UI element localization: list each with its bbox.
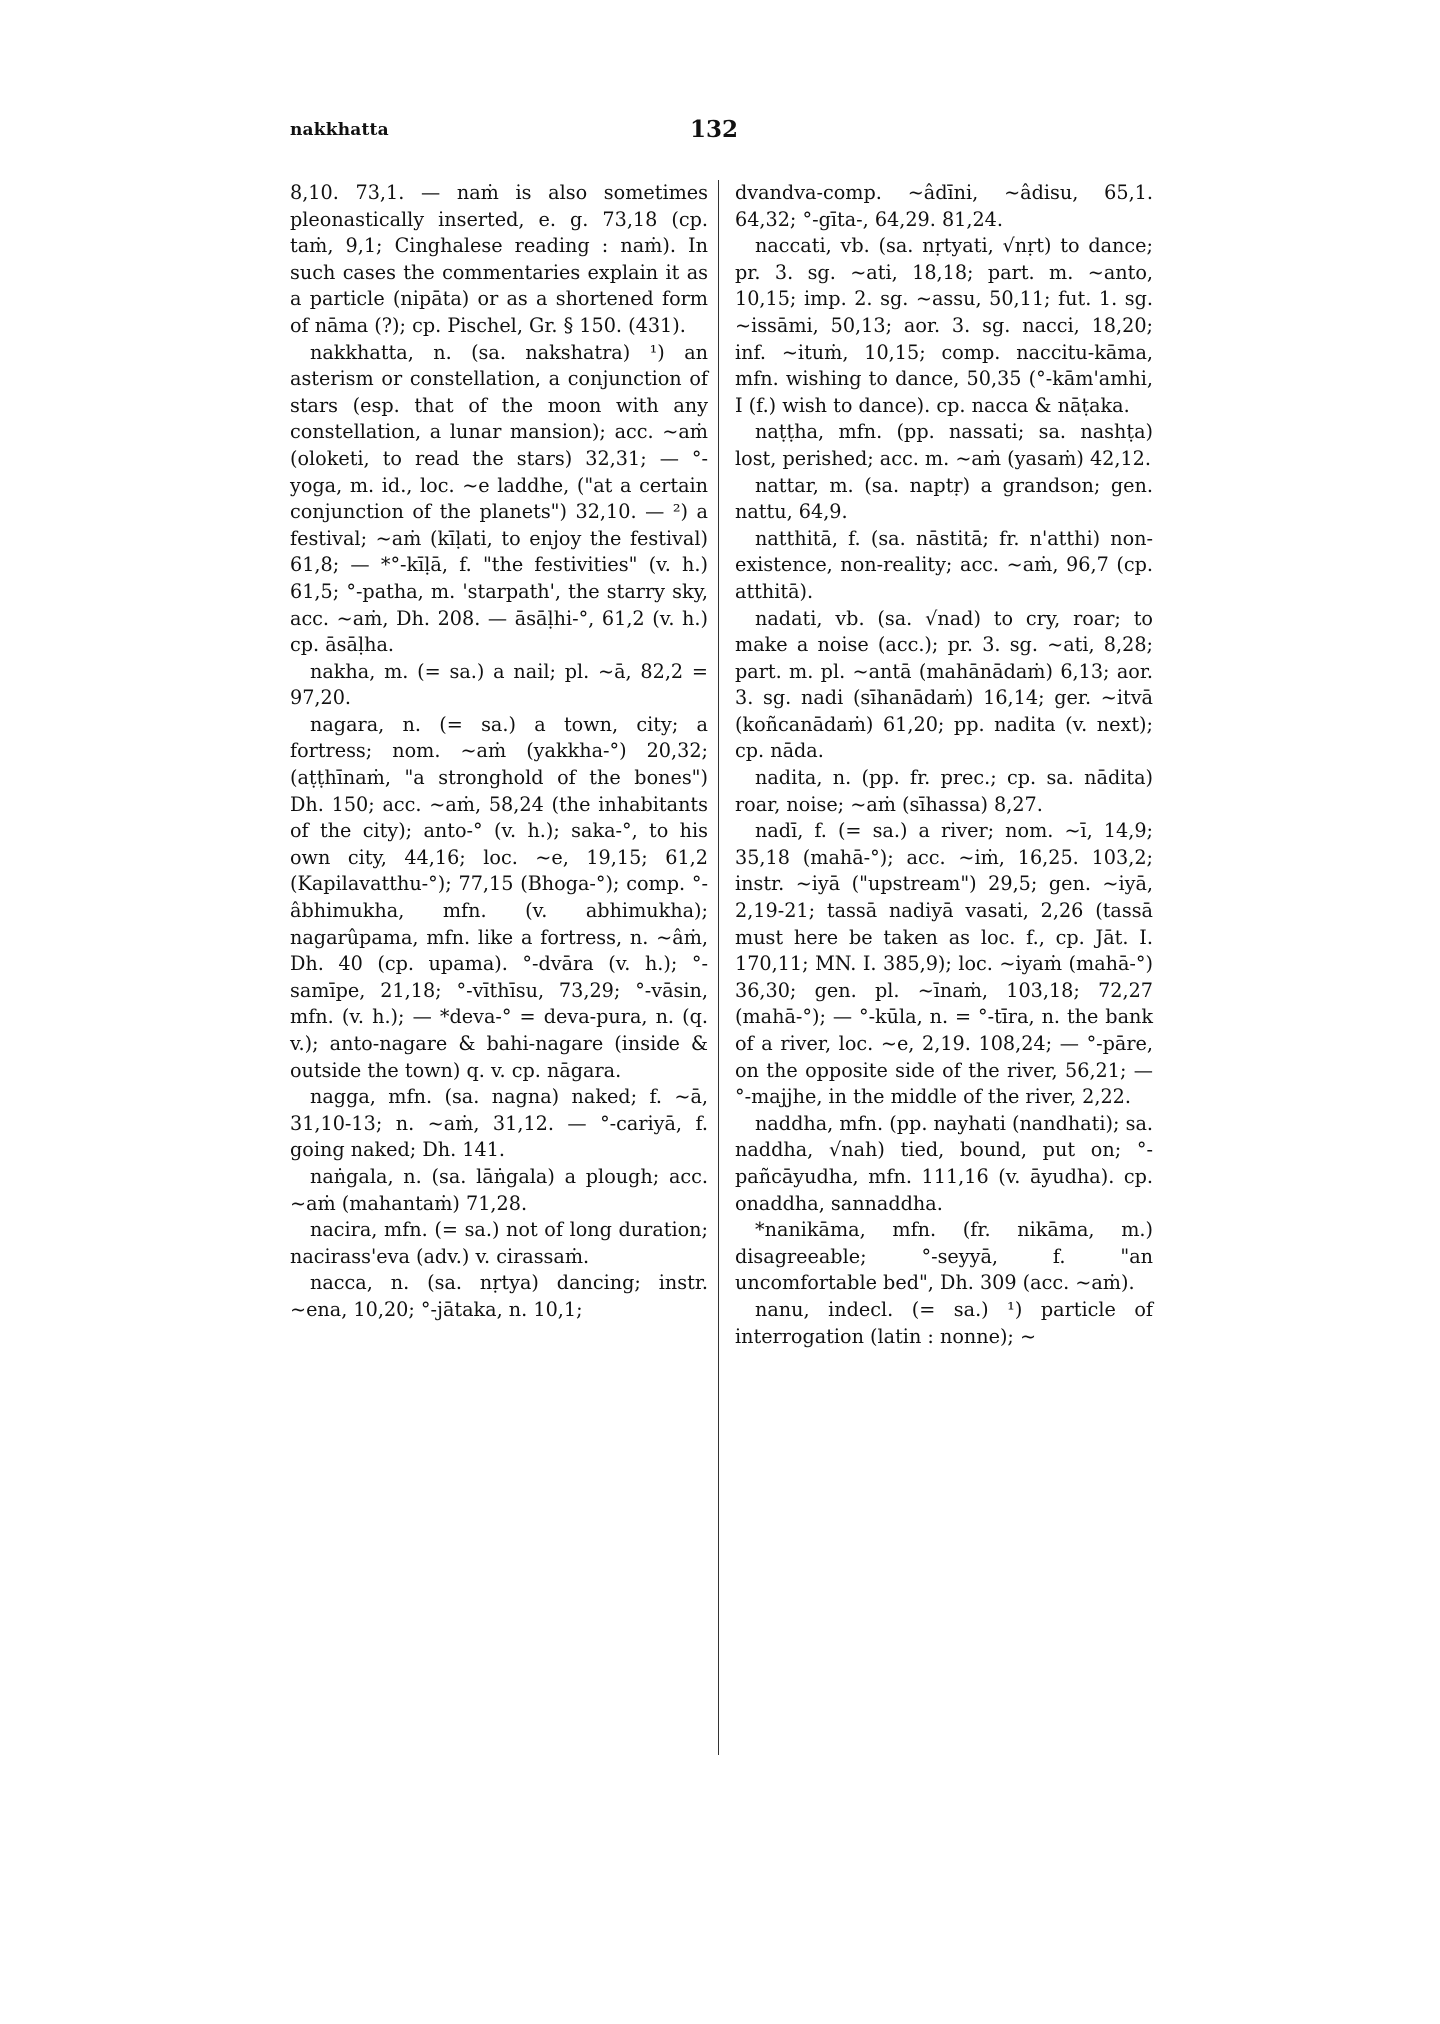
entry-nanikama: *nanikāma, mfn. (fr. nikāma, m.) disagreeable; °-seyyā, f. "an uncomfortable bed", Dh. 309 (acc. ~aṁ). bbox=[735, 1218, 1153, 1295]
entry-nakkhatta: nakkhatta, n. (sa. nakshatra) ¹) an asterism or constellation, a conjunction of stars (esp. that of the moon with any constellation, a lunar mansion); acc. ~aṁ (oloketi, to read the stars) 32,31; — °-yoga, m. id., loc. ~e laddhe, ("at a certain conjunction of the planets") 32,10. — ²) a festival; ~aṁ (kīḷati, to enjoy the festival) 61,8; — *°-kīḷā, f. "the festivities" (v. h.) 61,5; °-patha, m. 'starpath', the starry sky, acc. ~aṁ, Dh. 208. — āsāḷhi-°, 61,2 (v. h.) cp. āsāḷha. bbox=[290, 340, 708, 657]
page-number: 132 bbox=[690, 116, 739, 143]
entry-natthita: natthitā, f. (sa. nāstitā; fr. n'atthi) non-existence, non-reality; acc. ~aṁ, 96,7 (cp. atthitā). bbox=[735, 526, 1153, 603]
entry-nacca: nacca, n. (sa. nṛtya) dancing; instr. ~ena, 10,20; °-jātaka, n. 10,1; bbox=[290, 1271, 708, 1321]
entry-nakha: nakha, m. (= sa.) a nail; pl. ~ā, 82,2 = 97,20. bbox=[290, 659, 708, 710]
entry-naddha: naddha, mfn. (pp. nayhati (nandhati); sa. naddha, √nah) tied, bound, put on; °-pañcāyudha, mfn. 111,16 (v. āyudha). cp. onaddha, sannaddha. bbox=[735, 1111, 1153, 1215]
entry-continuation: 8,10. 73,1. — naṁ is also sometimes pleonastically inserted, e. g. 73,18 (cp. taṁ, 9,1; Cinghalese reading : naṁ). In such cases the commentaries explain it as a particle (nipāta) or as a shortened form of nāma (?); cp. Pischel, Gr. § 150. (431). bbox=[290, 181, 708, 337]
entry-nadi: nadī, f. (= sa.) a river; nom. ~ī, 14,9; 35,18 (mahā-°); acc. ~iṁ, 16,25. 103,2; instr. ~iyā ("upstream") 29,5; gen. ~iyā, 2,19-21; tassā nadiyā vasati, 2,26 (tassā must here be taken as loc. f., cp. Jāt. I. 170,11; MN. I. 385,9); loc. ~iyaṁ (mahā-°) 36,30; gen. pl. ~īnaṁ, 103,18; 72,27 (mahā-°); — °-kūla, n. = °-tīra, n. the bank of a river, loc. ~e, 2,19. 108,24; — °-pāre, on the opposite side of the river, 56,21; — °-majjhe, in the middle of the river, 2,22. bbox=[735, 819, 1153, 1109]
entry-nattar: nattar, m. (sa. naptṛ) a grandson; gen. nattu, 64,9. bbox=[735, 473, 1153, 524]
entry-nadati: nadati, vb. (sa. √nad) to cry, roar; to make a noise (acc.); pr. 3. sg. ~ati, 8,28; part. m. pl. ~antā (mahānādaṁ) 6,13; aor. 3. sg. nadi (sīhanādaṁ) 16,14; ger. ~itvā (koñcanādaṁ) 61,20; pp. nadita (v. next); cp. nāda. bbox=[735, 606, 1153, 763]
running-head: nakkhatta bbox=[290, 120, 389, 140]
entry-nagga: nagga, mfn. (sa. nagna) naked; f. ~ā, 31,10-13; n. ~aṁ, 31,12. — °-cariyā, f. going naked; Dh. 141. bbox=[290, 1085, 708, 1162]
entry-nangala: naṅgala, n. (sa. lāṅgala) a plough; acc. ~aṁ (mahantaṁ) 71,28. bbox=[290, 1164, 708, 1215]
column-divider bbox=[718, 180, 719, 1755]
entry-nadita: nadita, n. (pp. fr. prec.; cp. sa. nādita) roar, noise; ~aṁ (sīhassa) 8,27. bbox=[735, 766, 1153, 816]
entry-naccati: naccati, vb. (sa. nṛtyati, √nṛt) to dance; pr. 3. sg. ~ati, 18,18; part. m. ~anto, 10,15; imp. 2. sg. ~assu, 50,11; fut. 1. sg. ~issāmi, 50,13; aor. 3. sg. nacci, 18,20; inf. ~ituṁ, 10,15; comp. naccitu-kāma, mfn. wishing to dance, 50,35 (°-kām'amhi, I (f.) wish to dance). cp. nacca & nāṭaka. bbox=[735, 234, 1153, 417]
right-column bbox=[735, 180, 1153, 1350]
entry-nagara: nagara, n. (= sa.) a town, city; a fortress; nom. ~aṁ (yakkha-°) 20,32; (aṭṭhīnaṁ, "a stronghold of the bones") Dh. 150; acc. ~aṁ, 58,24 (the inhabitants of the city); anto-° (v. h.); saka-°, to his own city, 44,16; loc. ~e, 19,15; 61,2 (Kapilavatthu-°); 77,15 (Bhoga-°); comp. °-âbhimukha, mfn. (v. abhimukha); nagarûpama, mfn. like a fortress, n. ~âṁ, Dh. 40 (cp. upama). °-dvāra (v. h.); °-samīpe, 21,18; °-vīthīsu, 73,29; °-vāsin, mfn. (v. h.); — *deva-° = deva-pura, n. (q. v.); anto-nagare & bahi-nagare (inside & outside the town) q. v. cp. nāgara. bbox=[290, 712, 708, 1082]
entry-nattha: naṭṭha, mfn. (pp. nassati; sa. nashṭa) lost, perished; acc. m. ~aṁ (yasaṁ) 42,12. bbox=[735, 420, 1153, 470]
entry-continuation: dvandva-comp. ~âdīni, ~âdisu, 65,1. 64,32; °-gīta-, 64,29. 81,24. bbox=[735, 181, 1153, 231]
entry-nanu: nanu, indecl. (= sa.) ¹) particle of interrogation (latin : nonne); ~ bbox=[735, 1297, 1153, 1348]
left-column bbox=[290, 180, 708, 1324]
entry-nacira: nacira, mfn. (= sa.) not of long duration; nacirass'eva (adv.) v. cirassaṁ. bbox=[290, 1218, 708, 1268]
